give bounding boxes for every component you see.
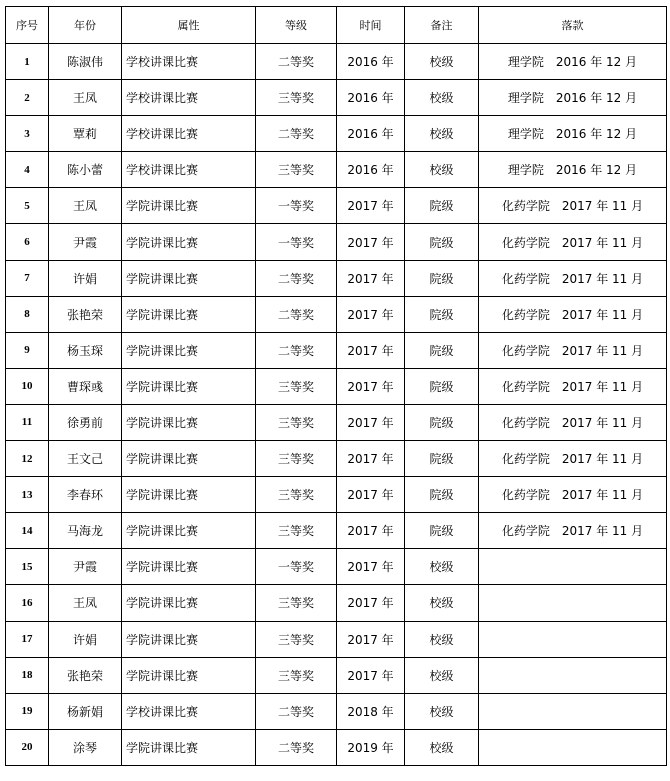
table-row <box>6 513 667 549</box>
level-cell: 三等奖 <box>256 404 337 440</box>
name-cell: 覃莉 <box>49 116 122 152</box>
name-cell: 杨玉琛 <box>49 332 122 368</box>
name-cell: 陈淑伟 <box>49 44 122 80</box>
time-cell: 2017 年 <box>337 332 405 368</box>
note-cell: 院级 <box>405 441 479 477</box>
header-note: 备注 <box>405 7 479 44</box>
row-number: 4 <box>6 152 49 188</box>
table-row <box>6 657 667 693</box>
header-no: 序号 <box>6 7 49 44</box>
signature-cell: 化药学院 2017 年 11 月 <box>479 296 667 332</box>
attribute-cell: 学院讲课比赛 <box>122 260 256 296</box>
time-cell: 2017 年 <box>337 260 405 296</box>
attribute-cell: 学校讲课比赛 <box>122 44 256 80</box>
table-row <box>6 404 667 440</box>
row-number: 13 <box>6 477 49 513</box>
signature-cell: 化药学院 2017 年 11 月 <box>479 260 667 296</box>
table-row <box>6 296 667 332</box>
level-cell: 一等奖 <box>256 188 337 224</box>
note-cell: 院级 <box>405 296 479 332</box>
level-cell: 三等奖 <box>256 152 337 188</box>
level-cell: 一等奖 <box>256 549 337 585</box>
note-cell: 院级 <box>405 404 479 440</box>
table-row <box>6 693 667 729</box>
level-cell: 三等奖 <box>256 368 337 404</box>
signature-cell: 理学院 2016 年 12 月 <box>479 80 667 116</box>
signature-cell <box>479 549 667 585</box>
name-cell: 张艳荣 <box>49 296 122 332</box>
signature-cell: 理学院 2016 年 12 月 <box>479 44 667 80</box>
signature-cell: 化药学院 2017 年 11 月 <box>479 404 667 440</box>
name-cell: 陈小蕾 <box>49 152 122 188</box>
note-cell: 校级 <box>405 585 479 621</box>
time-cell: 2016 年 <box>337 116 405 152</box>
row-number: 16 <box>6 585 49 621</box>
level-cell: 三等奖 <box>256 513 337 549</box>
time-cell: 2017 年 <box>337 224 405 260</box>
row-number: 5 <box>6 188 49 224</box>
name-cell: 许娟 <box>49 621 122 657</box>
name-cell: 徐勇前 <box>49 404 122 440</box>
table-row <box>6 224 667 260</box>
level-cell: 二等奖 <box>256 44 337 80</box>
signature-cell: 理学院 2016 年 12 月 <box>479 116 667 152</box>
attribute-cell: 学院讲课比赛 <box>122 477 256 513</box>
row-number: 1 <box>6 44 49 80</box>
row-number: 6 <box>6 224 49 260</box>
table-row <box>6 729 667 765</box>
attribute-cell: 学院讲课比赛 <box>122 332 256 368</box>
row-number: 18 <box>6 657 49 693</box>
attribute-cell: 学院讲课比赛 <box>122 513 256 549</box>
name-cell: 王凤 <box>49 188 122 224</box>
attribute-cell: 学院讲课比赛 <box>122 729 256 765</box>
signature-cell: 理学院 2016 年 12 月 <box>479 152 667 188</box>
note-cell: 院级 <box>405 513 479 549</box>
attribute-cell: 学院讲课比赛 <box>122 296 256 332</box>
signature-cell: 化药学院 2017 年 11 月 <box>479 477 667 513</box>
table-body <box>6 44 667 766</box>
table-row <box>6 621 667 657</box>
level-cell: 二等奖 <box>256 116 337 152</box>
time-cell: 2017 年 <box>337 621 405 657</box>
row-number: 12 <box>6 441 49 477</box>
attribute-cell: 学校讲课比赛 <box>122 116 256 152</box>
level-cell: 二等奖 <box>256 693 337 729</box>
table-row <box>6 441 667 477</box>
row-number: 14 <box>6 513 49 549</box>
attribute-cell: 学院讲课比赛 <box>122 621 256 657</box>
note-cell: 校级 <box>405 44 479 80</box>
level-cell: 一等奖 <box>256 224 337 260</box>
awards-table <box>5 6 667 766</box>
attribute-cell: 学院讲课比赛 <box>122 657 256 693</box>
time-cell: 2016 年 <box>337 44 405 80</box>
table-row <box>6 477 667 513</box>
table-row <box>6 44 667 80</box>
note-cell: 院级 <box>405 188 479 224</box>
time-cell: 2017 年 <box>337 585 405 621</box>
level-cell: 三等奖 <box>256 585 337 621</box>
signature-cell <box>479 585 667 621</box>
attribute-cell: 学校讲课比赛 <box>122 152 256 188</box>
name-cell: 曹琛彧 <box>49 368 122 404</box>
note-cell: 院级 <box>405 260 479 296</box>
name-cell: 尹霞 <box>49 224 122 260</box>
name-cell: 许娟 <box>49 260 122 296</box>
attribute-cell: 学院讲课比赛 <box>122 188 256 224</box>
header-level: 等级 <box>256 7 337 44</box>
attribute-cell: 学校讲课比赛 <box>122 693 256 729</box>
name-cell: 张艳荣 <box>49 657 122 693</box>
level-cell: 三等奖 <box>256 441 337 477</box>
row-number: 9 <box>6 332 49 368</box>
attribute-cell: 学院讲课比赛 <box>122 441 256 477</box>
time-cell: 2017 年 <box>337 477 405 513</box>
signature-cell: 化药学院 2017 年 11 月 <box>479 188 667 224</box>
note-cell: 院级 <box>405 224 479 260</box>
row-number: 3 <box>6 116 49 152</box>
attribute-cell: 学校讲课比赛 <box>122 80 256 116</box>
header-row <box>6 7 667 44</box>
header-attribute: 属性 <box>122 7 256 44</box>
time-cell: 2017 年 <box>337 368 405 404</box>
name-cell: 王文己 <box>49 441 122 477</box>
attribute-cell: 学院讲课比赛 <box>122 549 256 585</box>
table-row <box>6 368 667 404</box>
row-number: 11 <box>6 404 49 440</box>
row-number: 2 <box>6 80 49 116</box>
note-cell: 校级 <box>405 621 479 657</box>
table-row <box>6 188 667 224</box>
time-cell: 2017 年 <box>337 657 405 693</box>
attribute-cell: 学院讲课比赛 <box>122 404 256 440</box>
name-cell: 尹霞 <box>49 549 122 585</box>
time-cell: 2017 年 <box>337 441 405 477</box>
table-row <box>6 585 667 621</box>
attribute-cell: 学院讲课比赛 <box>122 585 256 621</box>
row-number: 19 <box>6 693 49 729</box>
name-cell: 李春环 <box>49 477 122 513</box>
table-row <box>6 116 667 152</box>
time-cell: 2018 年 <box>337 693 405 729</box>
row-number: 10 <box>6 368 49 404</box>
header-time: 时间 <box>337 7 405 44</box>
time-cell: 2017 年 <box>337 513 405 549</box>
table-row <box>6 80 667 116</box>
level-cell: 二等奖 <box>256 332 337 368</box>
row-number: 20 <box>6 729 49 765</box>
note-cell: 院级 <box>405 368 479 404</box>
table-row <box>6 332 667 368</box>
attribute-cell: 学院讲课比赛 <box>122 224 256 260</box>
name-cell: 王凤 <box>49 585 122 621</box>
note-cell: 校级 <box>405 729 479 765</box>
signature-cell: 化药学院 2017 年 11 月 <box>479 513 667 549</box>
note-cell: 校级 <box>405 693 479 729</box>
level-cell: 二等奖 <box>256 296 337 332</box>
note-cell: 校级 <box>405 549 479 585</box>
signature-cell <box>479 729 667 765</box>
signature-cell: 化药学院 2017 年 11 月 <box>479 224 667 260</box>
level-cell: 三等奖 <box>256 80 337 116</box>
row-number: 15 <box>6 549 49 585</box>
note-cell: 校级 <box>405 657 479 693</box>
table-row <box>6 549 667 585</box>
note-cell: 院级 <box>405 477 479 513</box>
time-cell: 2016 年 <box>337 152 405 188</box>
signature-cell <box>479 657 667 693</box>
name-cell: 杨新娟 <box>49 693 122 729</box>
table-row <box>6 260 667 296</box>
level-cell: 三等奖 <box>256 621 337 657</box>
table-row <box>6 152 667 188</box>
time-cell: 2017 年 <box>337 188 405 224</box>
time-cell: 2019 年 <box>337 729 405 765</box>
signature-cell <box>479 621 667 657</box>
note-cell: 院级 <box>405 332 479 368</box>
level-cell: 二等奖 <box>256 729 337 765</box>
name-cell: 王凤 <box>49 80 122 116</box>
row-number: 7 <box>6 260 49 296</box>
name-cell: 涂琴 <box>49 729 122 765</box>
level-cell: 三等奖 <box>256 477 337 513</box>
time-cell: 2016 年 <box>337 80 405 116</box>
level-cell: 二等奖 <box>256 260 337 296</box>
note-cell: 校级 <box>405 80 479 116</box>
name-cell: 马海龙 <box>49 513 122 549</box>
attribute-cell: 学院讲课比赛 <box>122 368 256 404</box>
time-cell: 2017 年 <box>337 296 405 332</box>
signature-cell: 化药学院 2017 年 11 月 <box>479 441 667 477</box>
row-number: 8 <box>6 296 49 332</box>
level-cell: 三等奖 <box>256 657 337 693</box>
row-number: 17 <box>6 621 49 657</box>
time-cell: 2017 年 <box>337 549 405 585</box>
note-cell: 校级 <box>405 116 479 152</box>
header-year: 年份 <box>49 7 122 44</box>
signature-cell: 化药学院 2017 年 11 月 <box>479 332 667 368</box>
header-signature: 落款 <box>479 7 667 44</box>
signature-cell <box>479 693 667 729</box>
signature-cell: 化药学院 2017 年 11 月 <box>479 368 667 404</box>
note-cell: 校级 <box>405 152 479 188</box>
time-cell: 2017 年 <box>337 404 405 440</box>
